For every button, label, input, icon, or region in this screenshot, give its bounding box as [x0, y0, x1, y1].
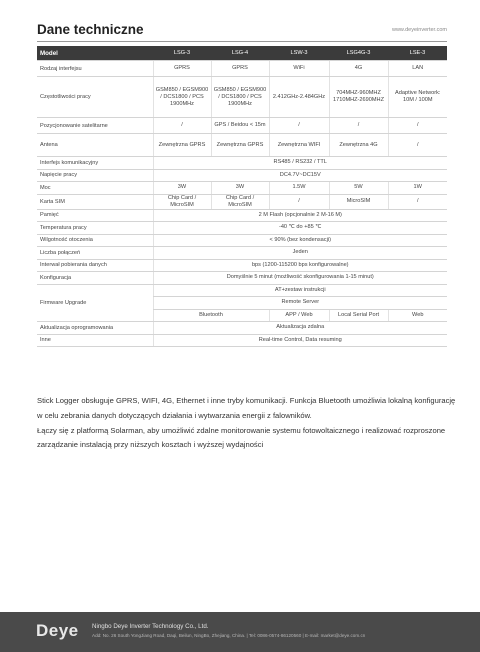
table-cell: GSM850 / EGSM900 / DCS1800 / PCS 1900MHz	[153, 77, 211, 118]
table-cell: 3W	[211, 182, 269, 195]
table-row	[37, 334, 447, 347]
table-cell: 2 M Flash (opcjonalnie 2 M-16 M)	[153, 209, 447, 222]
table-cell: MicroSIM	[329, 194, 388, 209]
deye-logo: Deye	[36, 621, 79, 640]
table-cell: Chip Card / MicroSIM	[211, 194, 269, 209]
table-row	[37, 247, 447, 260]
table-header-row	[37, 46, 447, 61]
row-label: Liczba połączeń	[37, 247, 153, 260]
product-description	[37, 394, 457, 453]
table-cell: LAN	[388, 61, 447, 77]
row-label: Temperatura pracy	[37, 222, 153, 235]
row-label: Wilgotność otoczenia	[37, 234, 153, 247]
table-row	[37, 194, 447, 209]
table-cell: Zewnętrzna WIFI	[269, 134, 329, 157]
row-label: Częstotliwości pracy	[37, 77, 153, 118]
table-cell: Aktualizacja zdalna	[153, 322, 447, 335]
table-cell: Domyślnie 5 minut (możliwość skonfigurowania 1-15 minut)	[153, 272, 447, 285]
row-label: Karta SIM	[37, 194, 153, 209]
row-label: Interwał pobierania danych	[37, 259, 153, 272]
table-row	[37, 234, 447, 247]
table-cell: WiFi	[269, 61, 329, 77]
table-row	[37, 182, 447, 195]
page-header	[37, 22, 447, 42]
table-row	[37, 61, 447, 77]
table-cell: Chip Card / MicroSIM	[153, 194, 211, 209]
header-divider	[37, 41, 447, 42]
row-label: Firmware Upgrade	[37, 284, 153, 322]
table-cell: DC4.7V~DC15V	[153, 169, 447, 182]
table-cell: AT+zestaw instrukcji	[153, 284, 447, 297]
company-contact: Add: No. 26 South YongJiang Road, Daqi, Beilun, NingBo, Zhejiang, China. | Tel: 0086-0574-86120560 | E-mail: market@deye.com.cn	[92, 633, 366, 638]
table-cell: bps (1200-115200 bps konfigurowalne)	[153, 259, 447, 272]
table-cell: 2.412GHz-2.484GHz	[269, 77, 329, 118]
table-cell: Bluetooth	[153, 309, 269, 322]
table-cell: 1.5W	[269, 182, 329, 195]
table-row	[37, 134, 447, 157]
table-row	[37, 169, 447, 182]
row-label: Aktualizacja oprogramowania	[37, 322, 153, 335]
table-cell: /	[388, 134, 447, 157]
page-footer	[0, 612, 480, 652]
row-label: Moc	[37, 182, 153, 195]
table-cell: GPS / Beidou < 15m	[211, 118, 269, 134]
website-url[interactable]: www.deyeinverter.com	[391, 27, 447, 33]
table-cell: 3W	[153, 182, 211, 195]
table-cell: /	[269, 118, 329, 134]
table-cell: 5W	[329, 182, 388, 195]
row-label: Pamięć	[37, 209, 153, 222]
table-row	[37, 322, 447, 335]
table-cell: < 90% (bez kondensacji)	[153, 234, 447, 247]
table-cell: 4G	[329, 61, 388, 77]
table-row	[37, 222, 447, 235]
table-cell: /	[269, 194, 329, 209]
spec-table	[37, 46, 447, 347]
row-label: Napięcie pracy	[37, 169, 153, 182]
table-cell: APP / Web	[269, 309, 329, 322]
table-cell: Jeden	[153, 247, 447, 260]
row-label: Rodzaj interfejsu	[37, 61, 153, 77]
column-header: LSG-3	[153, 46, 211, 61]
table-cell: /	[388, 194, 447, 209]
table-row	[37, 284, 447, 297]
column-header: LSG4G-3	[329, 46, 388, 61]
row-label: Antena	[37, 134, 153, 157]
row-label: Interfejs komunikacyjny	[37, 157, 153, 170]
table-cell: /	[329, 118, 388, 134]
table-cell: Adaptive Network: 10M / 100M	[388, 77, 447, 118]
table-cell: Local Serial Port	[329, 309, 388, 322]
table-cell: /	[153, 118, 211, 134]
description-paragraph: Łączy się z platformą Solarman, aby umożliwić zdalne monitorowanie systemu fotowoltaicznego i realizować rozproszone zarządzanie instalacją przy niższych kosztach i wyższej wydajności	[37, 425, 446, 450]
table-row	[37, 272, 447, 285]
table-cell: GSM850 / EGSM900 / DCS1800 / PCS 1900MHz	[211, 77, 269, 118]
company-name: Ningbo Deye Inverter Technology Co., Ltd.	[92, 623, 209, 630]
row-label: Konfiguracja	[37, 272, 153, 285]
table-cell: Zewnętrzna 4G	[329, 134, 388, 157]
table-cell: GPRS	[153, 61, 211, 77]
table-row	[37, 77, 447, 118]
table-cell: /	[388, 118, 447, 134]
table-cell: Zewnętrzna GPRS	[211, 134, 269, 157]
table-cell: Zewnętrzna GPRS	[153, 134, 211, 157]
table-row	[37, 118, 447, 134]
table-row	[37, 209, 447, 222]
column-header: LSW-3	[269, 46, 329, 61]
table-cell: 704MHZ-960MHZ 1710MHZ-2690MHZ	[329, 77, 388, 118]
table-cell: Web	[388, 309, 447, 322]
column-header: LSE-3	[388, 46, 447, 61]
page-title: Dane techniczne	[37, 22, 144, 37]
table-cell: 1W	[388, 182, 447, 195]
column-header: LSG-4	[211, 46, 269, 61]
description-paragraph: Stick Logger obsługuje GPRS, WIFI, 4G, Ethernet i inne tryby komunikacji. Funkcja Bluetooth umożliwia lokalną konfigurację w celu zebrania danych dotyczących działania i wytwarzania energii z falowników.	[37, 396, 456, 420]
column-header: Model	[37, 46, 153, 61]
table-cell: Remote Server	[153, 297, 447, 310]
table-row	[37, 157, 447, 170]
table-cell: -40 ℃ do +85 ℃	[153, 222, 447, 235]
table-row	[37, 259, 447, 272]
table-cell: Real-time Control, Data resuming	[153, 334, 447, 347]
row-label: Inne	[37, 334, 153, 347]
table-cell: GPRS	[211, 61, 269, 77]
table-cell: RS485 / RS232 / TTL	[153, 157, 447, 170]
row-label: Pozycjonowanie satelitarne	[37, 118, 153, 134]
